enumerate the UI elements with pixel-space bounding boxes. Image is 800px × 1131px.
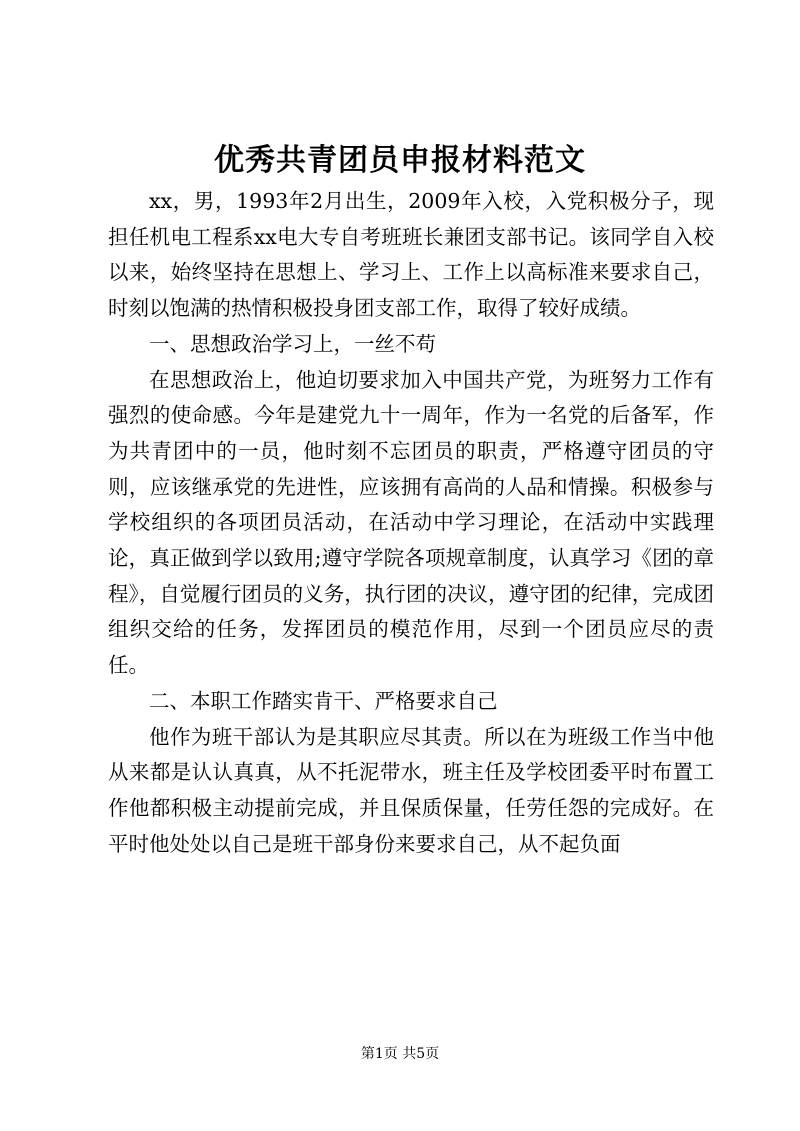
intro-paragraph: xx，男，1993年2月出生，2009年入校，入党积极分子，现担任机电工程系xx电大专自考班班长兼团支部书记。该同学自入校以来，始终坚持在思想上、学习上、工作上以高标准来要求自己，时刻以饱满的热情积极投身团支部工作，取得了较好成绩。 <box>108 189 714 321</box>
document-body <box>108 184 714 862</box>
page-footer: 第1页 共5页 <box>360 1046 440 1062</box>
section-heading-1: 一、思想政治学习上，一丝不苟 <box>149 331 436 356</box>
section-paragraph-2: 他作为班干部认为是其职应尽其责。所以在为班级工作当中他从来都是认认真真，从不托泥带水，班主任及学校团委平时布置工作他都积极主动提前完成，并且保质保量，任劳任怨的完成好。在平时他处处以自己是班干部身份来要求自己，从不起负面 <box>108 724 714 856</box>
section-paragraph-1: 在思想政治上，他迫切要求加入中国共产党，为班努力工作有强烈的使命感。今年是建党九十一周年，作为一名党的后备军，作为共青团中的一员，他时刻不忘团员的职责，严格遵守团员的守则，应该继承党的先进性，应该拥有高尚的人品和情操。积极参与学校组织的各项团员活动，在活动中学习理论，在活动中实践理论，真正做到学以致用;遵守学院各项规章制度，认真学习《团的章程》，自觉履行团员的义务，执行团的决议，遵守团的纪律，完成团组织交给的任务，发挥团员的模范作用，尽到一个团员应尽的责任。 <box>108 367 714 678</box>
section-heading-2: 二、本职工作踏实肯干、严格要求自己 <box>149 688 498 713</box>
document-title: 优秀共青团员申报材料范文 <box>214 143 586 178</box>
